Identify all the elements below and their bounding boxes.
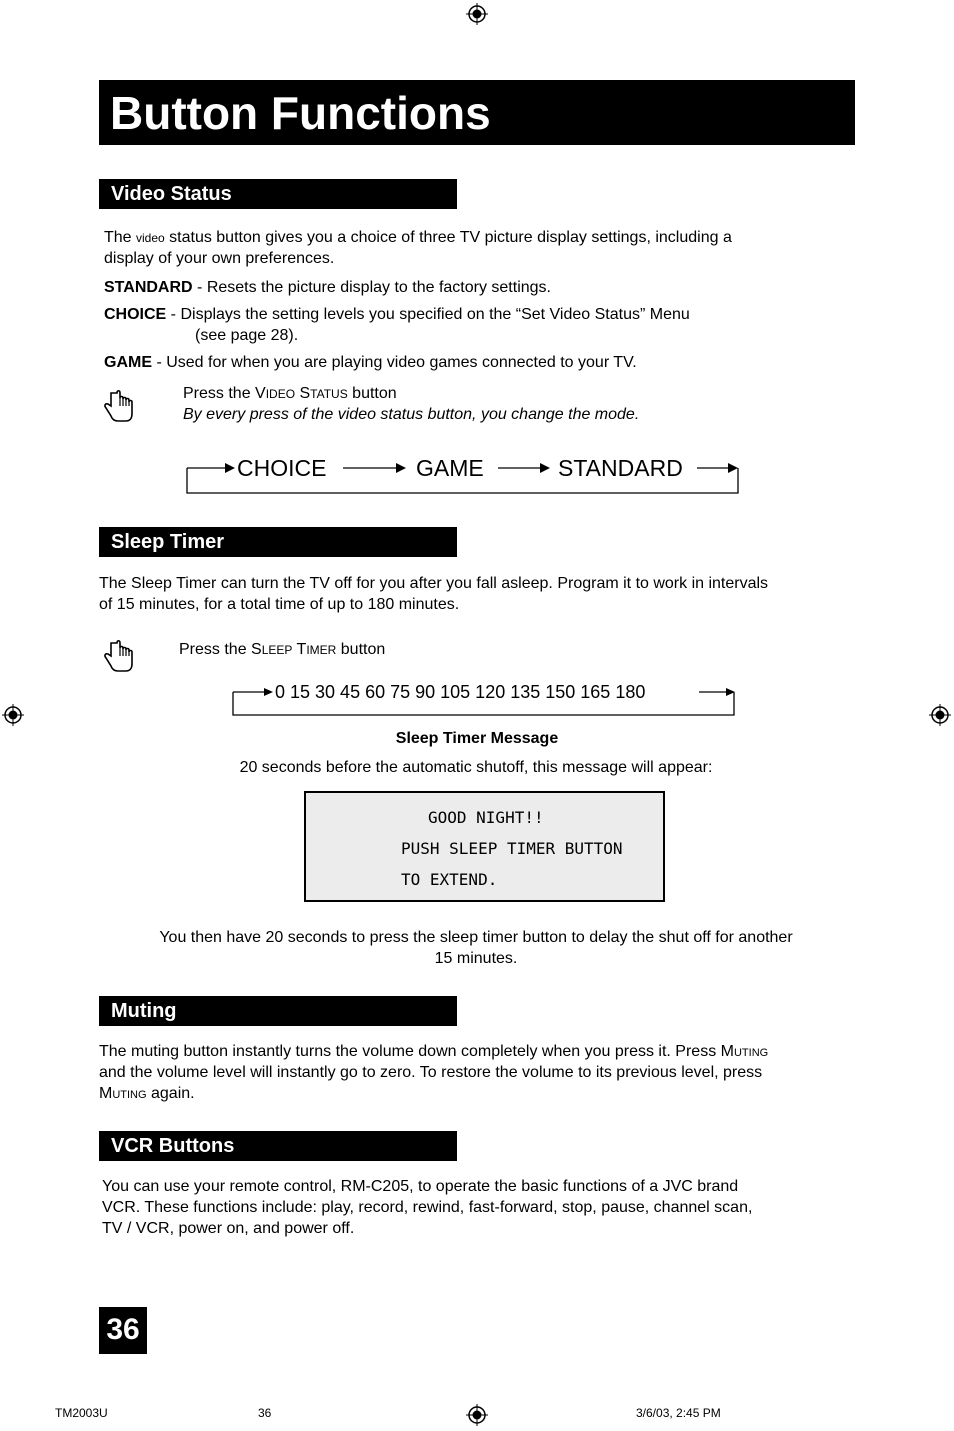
message-line-2: PUSH SLEEP TIMER BUTTON <box>401 839 623 858</box>
vcr-buttons-heading-bar <box>99 1131 457 1161</box>
sleep-timer-onscreen-message <box>304 791 665 902</box>
hand-press-icon <box>102 388 136 424</box>
video-status-press-note: By every press of the video status button, you change the mode. <box>183 406 640 423</box>
registration-mark-icon <box>929 704 951 726</box>
muting-text-line-1: The muting button instantly turns the volume down completely when you press it. Press MUTING <box>99 1043 769 1060</box>
sleep-timer-message-intro: 20 seconds before the automatic shutoff, this message will appear: <box>239 759 713 776</box>
page-number: 36 <box>106 1313 140 1346</box>
video-status-intro-cont: display of your own preferences. <box>104 250 335 267</box>
registration-mark-icon <box>2 704 24 726</box>
message-line-1: GOOD NIGHT!! <box>428 808 544 827</box>
muting-heading-bar <box>99 996 457 1026</box>
registration-mark-icon <box>466 3 488 25</box>
sleep-timer-heading: Sleep Timer <box>111 531 225 553</box>
page-number-badge <box>99 1307 147 1354</box>
sleep-timer-after-text: You then have 20 seconds to press the sleep timer button to delay the shut off for another <box>159 929 793 946</box>
vcr-text-line-3: TV / VCR, power on, and power off. <box>102 1220 355 1237</box>
footer-page: 36 <box>258 1406 272 1420</box>
video-status-intro: The video status button gives you a choice of three TV picture display settings, including a <box>104 229 732 246</box>
sleep-timer-sequence: 0 15 30 45 60 75 90 105 120 135 150 165 180 <box>275 682 646 702</box>
flow-standard: STANDARD <box>558 455 683 481</box>
hand-press-icon <box>102 638 136 674</box>
sleep-timer-heading-bar <box>99 527 457 557</box>
flow-game: GAME <box>416 455 484 481</box>
flow-choice: CHOICE <box>237 455 327 481</box>
message-line-3: TO EXTEND. <box>401 870 498 889</box>
vcr-buttons-heading: VCR Buttons <box>111 1135 235 1157</box>
vcr-text-line-2: VCR. These functions include: play, record, rewind, fast-forward, stop, pause, channel scan, <box>102 1199 753 1216</box>
sleep-timer-intro-cont: of 15 minutes, for a total time of up to 180 minutes. <box>99 596 460 613</box>
muting-text-line-3: MUTING again. <box>99 1085 195 1102</box>
muting-heading: Muting <box>111 1000 177 1022</box>
sleep-timer-intro: The Sleep Timer can turn the TV off for you after you fall asleep. Program it to work in intervals <box>99 575 769 592</box>
choice-definition-cont: (see page 28). <box>195 327 299 344</box>
muting-text-line-2: and the volume level will instantly go to zero. To restore the volume to its previous level, press <box>99 1064 763 1081</box>
video-status-heading: Video Status <box>111 183 232 205</box>
sleep-timer-press-instruction: Press the SLEEP TIMER button <box>179 641 386 658</box>
sleep-timer-message-heading: Sleep Timer Message <box>395 730 559 747</box>
vcr-text-line-1: You can use your remote control, RM-C205, to operate the basic functions of a JVC brand <box>102 1178 739 1195</box>
choice-definition: CHOICE - Displays the setting levels you specified on the “Set Video Status” Menu <box>104 306 690 323</box>
video-status-press-instruction: Press the VIDEO STATUS button <box>183 385 397 402</box>
footer-timestamp: 3/6/03, 2:45 PM <box>636 1406 721 1420</box>
video-status-heading-bar <box>99 179 457 209</box>
footer-doc-id: TM2003U <box>55 1406 108 1420</box>
page-title: Button Functions <box>110 87 491 139</box>
game-definition: GAME - Used for when you are playing video games connected to your TV. <box>104 354 637 371</box>
sleep-timer-after-text-cont: 15 minutes. <box>434 950 518 967</box>
standard-definition: STANDARD - Resets the picture display to the factory settings. <box>104 279 551 296</box>
registration-mark-icon <box>466 1404 488 1426</box>
